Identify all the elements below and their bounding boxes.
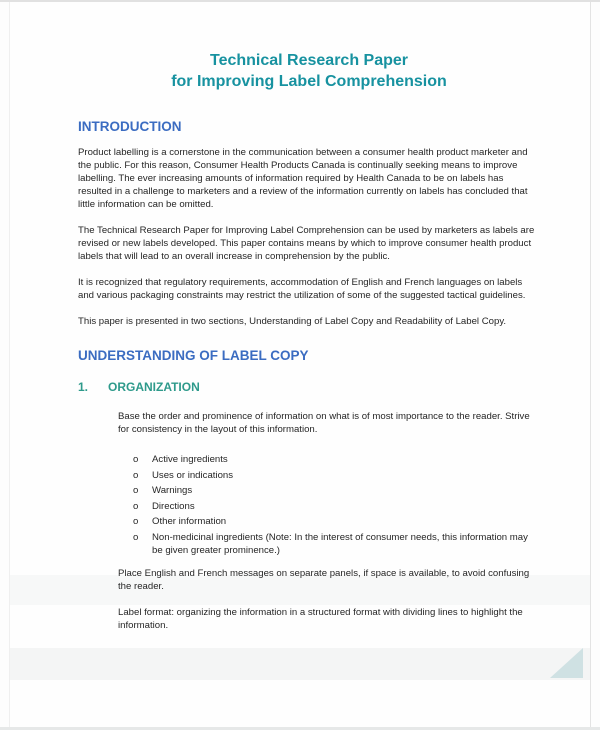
paragraph-intro-1: Product labelling is a cornerstone in the communication between a consumer health product marketer and the public. For this reason, Consumer Health Products Canada is continually seeking means to improve labelling. The ever increasing amounts of information required by Health Canada to be on labels has resulted in a challenge to marketers and a review of the information currently on labels has concluded that little information can be omitted. xyxy=(78,147,528,210)
document-page xyxy=(9,2,591,727)
document-title xyxy=(78,50,540,92)
paragraph-intro-3: It is recognized that regulatory requirements, accommodation of English and French languages on labels and various packaging constraints may restrict the utilization of some of the suggested tactical guidelines. xyxy=(78,277,526,301)
page-curl-triangle xyxy=(550,648,583,678)
list-item xyxy=(133,453,540,466)
list-item-text: Active ingredients xyxy=(152,454,228,465)
list-item-text: Directions xyxy=(152,500,195,512)
organization-subsection-heading xyxy=(78,380,540,394)
subsection-number: 1. xyxy=(78,380,89,394)
list-item-text: Non-medicinal ingredients (Note: In the interest of consumer needs, this information may be given greater prominence.) xyxy=(152,531,528,556)
introduction-heading: INTRODUCTION xyxy=(78,119,182,134)
bullet-marker: o xyxy=(133,454,139,465)
page-content xyxy=(10,2,590,632)
paragraph-organization-lead: Base the order and prominence of information on what is of most importance to the reader. Strive for consistency in the layout of this information. xyxy=(118,411,530,435)
list-item-text: Uses or indications xyxy=(152,469,234,481)
bullet-marker: o xyxy=(133,500,139,512)
list-item xyxy=(133,515,540,528)
bullet-marker: o xyxy=(133,469,139,481)
bullet-marker: o xyxy=(133,531,139,543)
list-item-text: Warnings xyxy=(152,485,193,496)
paragraph-intro-4: This paper is presented in two sections, Understanding of Label Copy and Readability of Label Copy. xyxy=(78,316,507,327)
list-item xyxy=(133,484,540,497)
bullet-marker: o xyxy=(133,485,139,496)
document-title-line1: Technical Research Paper xyxy=(209,52,409,69)
list-item xyxy=(133,500,540,513)
scan-artifact-band xyxy=(10,648,590,680)
organization-body xyxy=(118,410,540,632)
paragraph-intro-2: The Technical Research Paper for Improving Label Comprehension can be used by marketers as labels are revised or new labels developed. This paper contains means by which to improve consumer health product labels that will lead to an overall increase in comprehension by the public. xyxy=(78,225,535,262)
document-title-line2: for Improving Label Comprehension xyxy=(171,73,447,90)
paragraph-organization-1: Place English and French messages on separate panels, if space is available, to avoid confusing the reader. xyxy=(118,567,530,592)
bullet-list xyxy=(133,453,540,557)
list-item xyxy=(133,531,540,557)
understanding-section-heading: UNDERSTANDING OF LABEL COPY xyxy=(78,348,309,363)
subsection-title: ORGANIZATION xyxy=(108,380,200,394)
list-item xyxy=(133,469,540,482)
bullet-marker: o xyxy=(133,516,139,527)
list-item-text: Other information xyxy=(152,516,227,527)
paragraph-organization-2: Label format: organizing the information in a structured format with dividing lines to highlight the information. xyxy=(118,606,523,631)
